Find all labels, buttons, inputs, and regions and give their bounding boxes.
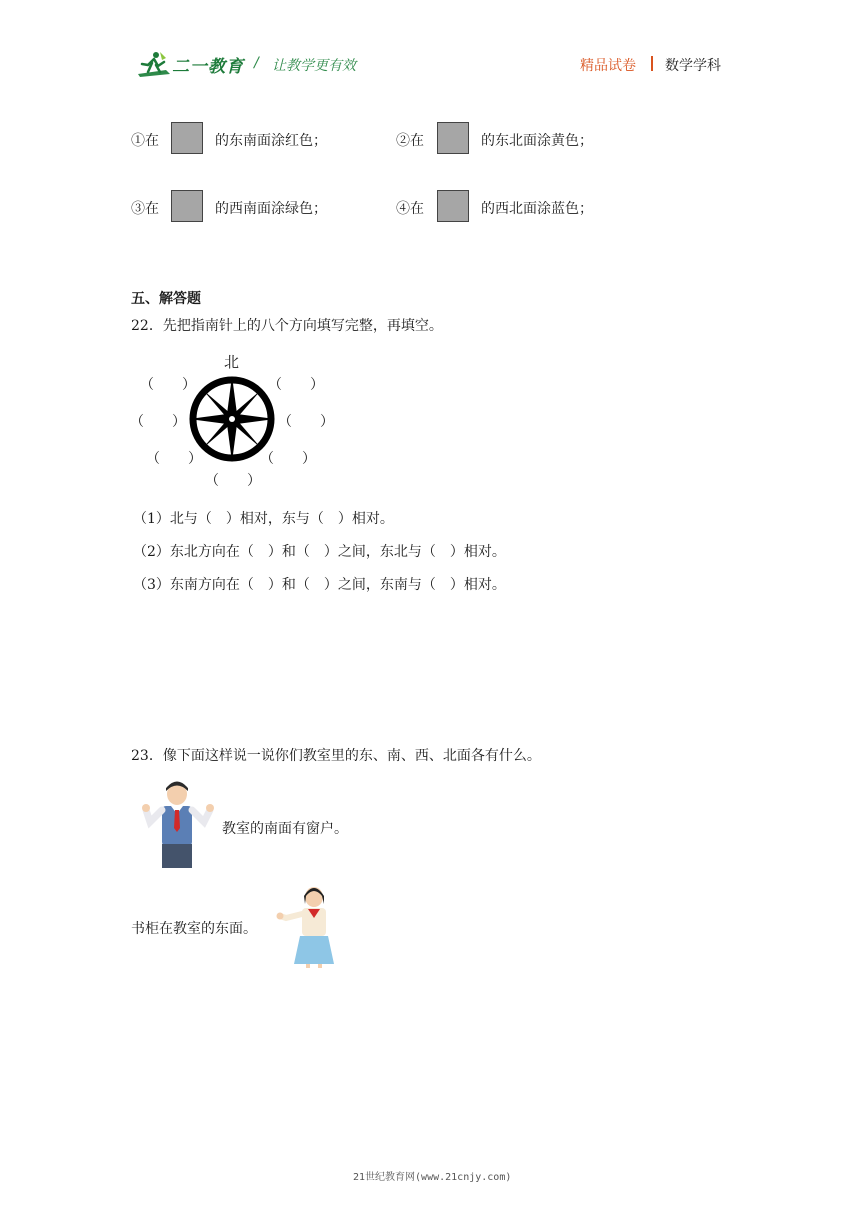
page-header <box>0 0 860 90</box>
q22-stem: 22．先把指南针上的八个方向填写完整，再填空。 <box>131 318 443 334</box>
compass-blank-northeast: （ ） <box>268 377 324 393</box>
section-title: 五、解答题 <box>131 291 201 307</box>
compass-blank-southwest: （ ） <box>146 451 202 467</box>
task-3-suffix: 的西南面涂绿色； <box>215 201 327 217</box>
q22-sub-1: （1）北与（ ）相对，东与（ ）相对。 <box>133 511 394 527</box>
task-2-square <box>437 122 469 154</box>
boy-illustration-icon <box>140 778 220 874</box>
compass-blank-south: （ ） <box>205 473 261 489</box>
girl-speech: 书柜在教室的东面。 <box>131 921 257 937</box>
task-1-square <box>171 122 203 154</box>
q22-sub-3: （3）东南方向在（ ）和（ ）之间，东南与（ ）相对。 <box>133 577 506 593</box>
girl-illustration-icon <box>276 882 340 972</box>
slogan-separator: / <box>254 55 259 71</box>
compass-blank-east: （ ） <box>278 414 334 430</box>
compass-north-label: 北 <box>224 353 240 371</box>
header-label-quality-paper: 精品试卷 <box>580 58 636 74</box>
logo-text: 二一教育 <box>172 57 244 77</box>
q22-sub-2: （2）东北方向在（ ）和（ ）之间，东北与（ ）相对。 <box>133 544 506 560</box>
header-divider <box>651 56 653 71</box>
task-2-suffix: 的东北面涂黄色； <box>481 133 593 149</box>
slogan: 让教学更有效 <box>272 58 356 74</box>
task-4-prefix: ④在 <box>396 201 424 217</box>
task-1-prefix: ①在 <box>131 133 159 149</box>
task-4-suffix: 的西北面涂蓝色； <box>481 201 593 217</box>
boy-speech: 教室的南面有窗户。 <box>222 821 348 837</box>
task-1-suffix: 的东南面涂红色； <box>215 133 327 149</box>
q23-stem: 23．像下面这样说一说你们教室里的东、南、西、北面各有什么。 <box>131 748 541 764</box>
compass-blank-northwest: （ ） <box>140 377 196 393</box>
task-3-prefix: ③在 <box>131 201 159 217</box>
task-3-square <box>171 190 203 222</box>
header-label-subject: 数学学科 <box>665 58 721 74</box>
task-2-prefix: ②在 <box>396 133 424 149</box>
page-footer: 21世纪教育网(www.21cnjy.com) <box>353 1172 512 1183</box>
compass-blank-southeast: （ ） <box>260 451 316 467</box>
compass-blank-west: （ ） <box>130 414 186 430</box>
logo-runner-icon <box>136 50 172 82</box>
task-4-square <box>437 190 469 222</box>
